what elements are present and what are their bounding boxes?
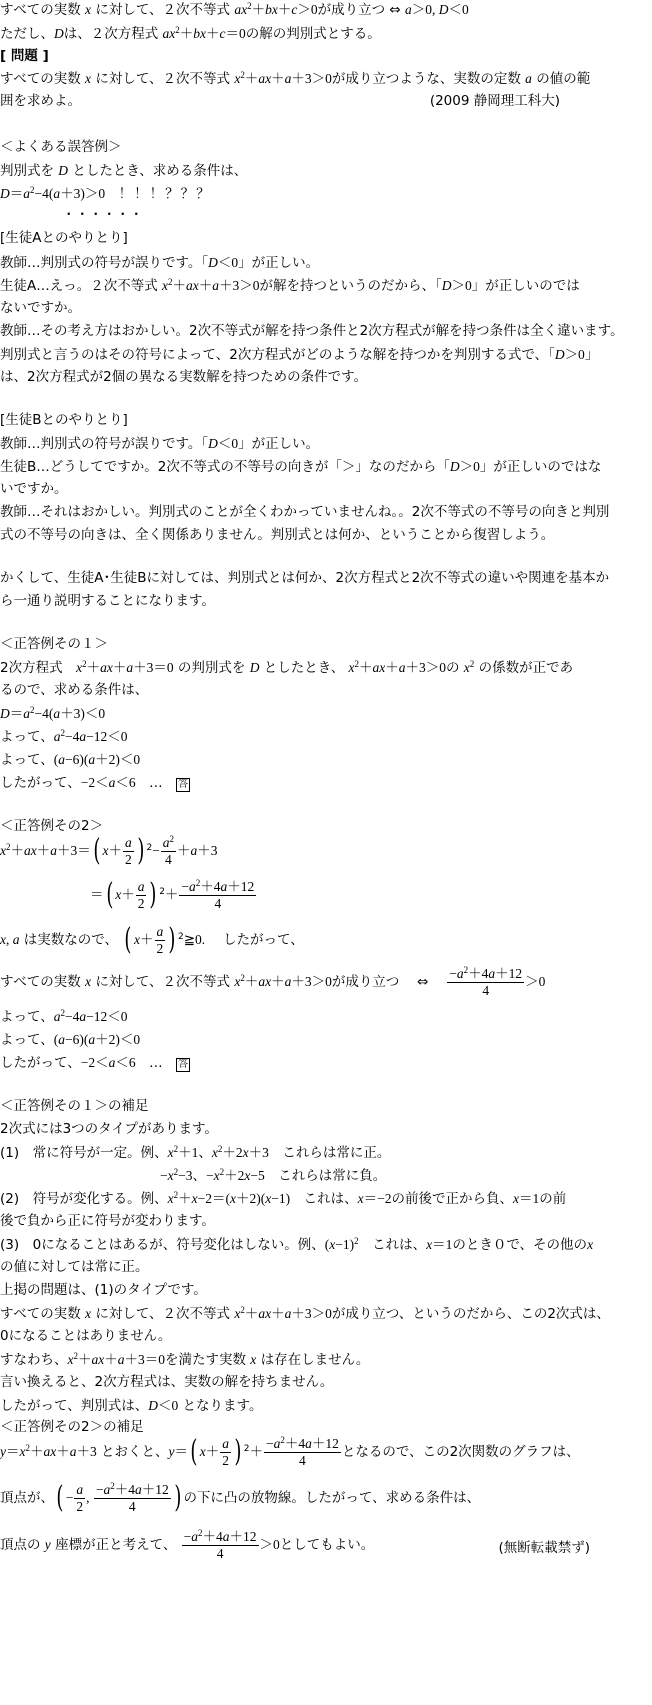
summary-line-2: ら一通り説明することになります。 bbox=[0, 593, 215, 609]
theorem-line-2: ただし、Dは、２次方程式 $ax^2+bx+c=0$の解の判別式とする。 bbox=[0, 25, 381, 42]
problem-line-2: 囲を求めよ。 (2009 静岡理工科大) bbox=[0, 93, 560, 109]
dialog-b-heading: [生徒Bとのやりとり] bbox=[0, 412, 128, 428]
supp1-para-1: 上掲の問題は、(1)のタイプです。 bbox=[0, 1282, 207, 1298]
correct1-line-2: るので、求める条件は、 bbox=[0, 682, 149, 698]
supp2-line-2: 頂点が、( − $\frac{a}{2}$ , $\frac{-a^2+4a+12}{4}$ ) の下に凸の放物線。したがって、求める条件は、 bbox=[0, 1480, 481, 1515]
supp2-heading: ＜正答例その2＞の補足 bbox=[0, 1419, 144, 1435]
supp1-para-5: 言い換えると、2次方程式は、実数の解を持ちません。 bbox=[0, 1374, 334, 1390]
correct1-formula-3: よって、(a−6)(a＋2)＜0 bbox=[0, 752, 141, 768]
answer-mark: 答 bbox=[178, 1059, 189, 1070]
correct2-equivalence: すべての実数 x に対して、２次不等式 $x^2+ax+a+3>0$が成り立つ ⇔ $\frac{-a^2+4a+12}{4}$ ＞0 bbox=[0, 965, 546, 998]
correct2-step-2: ＝( x＋ $\frac{a}{2}$ ) $^2$＋ $\frac{-a^2+4a+12}{4}$ bbox=[90, 877, 255, 912]
correct1-answer: したがって、−2＜a＜6 … 答 bbox=[0, 775, 189, 791]
dialog-a-teacher-3: 判別式と言うのはその符号によって、2次方程式がどのような解を持つかを判別する式で、「D＞0」 bbox=[0, 347, 599, 363]
problem-source: (2009 静岡理工科大) bbox=[429, 93, 560, 109]
dialog-b-student-1: 生徒B…どうしてですか。2次不等式の不等号の向きが「＞」なのだから「D＞0」が正しいのではな bbox=[0, 459, 602, 475]
correct2-step-1: $x^2+ax+a+3=$( x＋ $\frac{a}{2}$ ) $^2$− $\frac{a^2}{4}$ ＋a＋3 bbox=[0, 833, 218, 868]
supp1-para-6: したがって、判別式は、D＜0 となります。 bbox=[0, 1398, 263, 1414]
problem-heading: [ 問題 ] bbox=[0, 48, 49, 64]
supp1-item-3: (3) 0になることはあるが、符号変化はしない。例、$(x-1)^2$ これは、x＝1のとき０で、その他のx bbox=[0, 1236, 594, 1253]
correct2-answer: したがって、−2＜a＜6 … 答 bbox=[0, 1055, 189, 1071]
dialog-a-teacher-1: 教師…判別式の符号が誤りです。「D＜0」が正しい。 bbox=[0, 255, 320, 271]
supp1-para-3: 0になることはありません。 bbox=[0, 1328, 172, 1344]
supp2-line-3: 頂点の y 座標が正と考えて、 $\frac{-a^2+4a+12}{4}$ ＞0としてもよい。 (無断転載禁ず) bbox=[0, 1528, 590, 1561]
dialog-b-teacher-1: 教師…判別式の符号が誤りです。「D＜0」が正しい。 bbox=[0, 436, 320, 452]
dialog-b-teacher-2: 教師…それはおかしい。判別式のことが全くわかっていませんね。。2次不等式の不等号の向きと判別 bbox=[0, 504, 610, 520]
correct1-formula-1: $D=a^2-4(a+3)<0$ bbox=[0, 705, 106, 721]
copyright: (無断転載禁ず) bbox=[498, 1540, 590, 1556]
dialog-b-teacher-3: 式の不等号の向きは、全く関係ありません。判別式とは何か、ということから復習しよう。 bbox=[0, 527, 555, 543]
correct2-formula-2: よって、(a−6)(a＋2)＜0 bbox=[0, 1032, 141, 1048]
summary-line-1: かくして、生徒A･生徒Bに対しては、判別式とは何か、2次方程式と2次不等式の違いや関連を基本か bbox=[0, 570, 610, 586]
correct1-line-1: 2次方程式 $x^2+ax+a+3=0$ の判別式を D としたとき、 $x^2+ax+a+3>0$の $x^2$ の係数が正であ bbox=[0, 659, 574, 676]
wrong-heading: ＜よくある誤答例＞ bbox=[0, 139, 122, 155]
correct2-formula-1: よって、$a^2-4a-12<0$ bbox=[0, 1008, 128, 1025]
dialog-a-student-2: ないですか。 bbox=[0, 300, 81, 316]
wrong-formula: $D=a^2-4(a+3)>0$ ！！！？？？ bbox=[0, 185, 212, 202]
correct2-heading: ＜正答例その2＞ bbox=[0, 818, 104, 834]
correct1-formula-2: よって、$a^2-4a-12<0$ bbox=[0, 728, 128, 745]
wrong-line-1: 判別式を D としたとき、求める条件は、 bbox=[0, 163, 248, 179]
answer-mark: 答 bbox=[178, 779, 189, 790]
supp1-heading: ＜正答例その１＞の補足 bbox=[0, 1098, 149, 1114]
supp1-para-4: すなわち、$x^2+ax+a+3=0$を満たす実数 x は存在しません。 bbox=[0, 1351, 370, 1368]
supp1-para-2: すべての実数 x に対して、２次不等式 $x^2+ax+a+3>0$が成り立つ、というのだから、この2次式は、 bbox=[0, 1305, 610, 1322]
dialog-a-teacher-2: 教師…その考え方はおかしい。2次不等式が解を持つ条件と2次方程式が解を持つ条件は全く違います。 bbox=[0, 323, 624, 339]
supp1-item-3b: の値に対しては常に正。 bbox=[0, 1259, 149, 1275]
dialog-a-student-1: 生徒A…えっ。２次不等式 $x^2+ax+a+3>0$が解を持つというのだから、「D＞0」が正しいのでは bbox=[0, 277, 580, 294]
wrong-dots: ・・・・・・ bbox=[62, 207, 143, 223]
dialog-b-student-2: いですか。 bbox=[0, 481, 68, 497]
supp1-line-1: 2次式には3つのタイプがあります。 bbox=[0, 1121, 218, 1137]
dialog-a-teacher-4: は、2次方程式が2個の異なる実数解を持つための条件です。 bbox=[0, 369, 368, 385]
supp1-item-1: (1) 常に符号が一定。例、$x^2+1$、$x^2+2x+3$ これらは常に正。 bbox=[0, 1144, 391, 1161]
dialog-a-heading: [生徒Aとのやりとり] bbox=[0, 230, 128, 246]
theorem-line-1: すべての実数 x に対して、２次不等式 $ax^2+bx+c>0$が成り立つ ⇔ a＞0, D＜0 bbox=[0, 1, 469, 18]
supp1-item-2: (2) 符号が変化する。例、$x^2+x-2=(x+2)(x-1)$ これは、x＝−2の前後で正から負、x＝1の前 bbox=[0, 1190, 567, 1207]
supp2-line-1: $y=x^2+ax+a+3$ とおくと、y＝( x＋ $\frac{a}{2}$ ) $^2$＋ $\frac{-a^2+4a+12}{4}$ となるので、この2次関数のグラフは、 bbox=[0, 1434, 580, 1469]
problem-line-1: すべての実数 x に対して、２次不等式 $x^2+ax+a+3>0$が成り立つような、実数の定数 a の値の範 bbox=[0, 70, 591, 87]
supp1-item-1b: $-x^2-3$、$-x^2+2x-5$ これらは常に負。 bbox=[160, 1167, 387, 1184]
correct2-real: x, a は実数なので、 ( x＋ $\frac{a}{2}$ ) $^2$≧0. したがって、 bbox=[0, 922, 304, 957]
supp1-item-2b: 後で負から正に符号が変わります。 bbox=[0, 1213, 215, 1229]
correct1-heading: ＜正答例その１＞ bbox=[0, 636, 108, 652]
